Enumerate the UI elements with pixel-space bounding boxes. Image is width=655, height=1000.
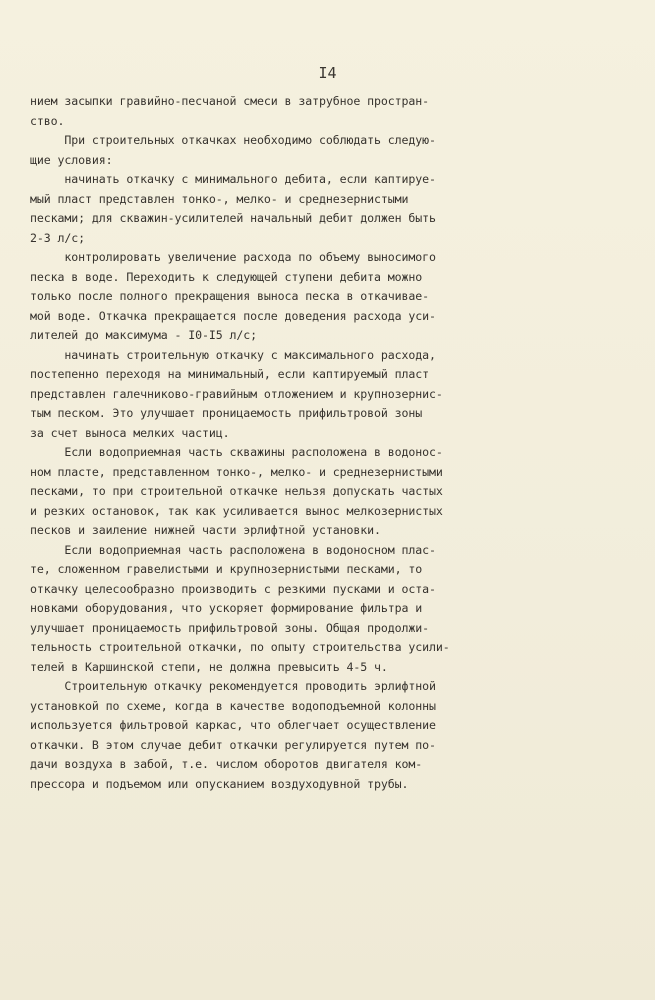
text-line: и резких остановок, так как усиливается вынос мелкозернистых <box>30 503 443 518</box>
text-line: щие условия: <box>30 152 113 167</box>
text-line: Строительную откачку рекомендуется проводить эрлифтной <box>30 679 436 693</box>
text-line: только после полного прекращения выноса песка в откачивае- <box>30 289 430 303</box>
text-line: дачи воздуха в забой, т.е. числом оборотов двигателя ком- <box>30 757 423 771</box>
text-line: используется фильтровой каркас, что облегчает осуществление <box>30 718 436 732</box>
text-line: песками, то при строительной откачке нельзя допускать частых <box>30 484 443 498</box>
text-line: те, сложенном гравелистыми и крупнозернистыми песками, то <box>30 562 423 576</box>
text-line: начинать строительную откачку с максимального расхода, <box>30 347 436 362</box>
page-number: I4 <box>318 64 337 82</box>
text-line: Если водоприемная часть скважины расположена в водонос- <box>30 445 443 459</box>
text-line: начинать откачку с минимального дебита, если каптируе- <box>30 172 436 186</box>
text-line: песками; для скважин-усилителей начальный дебит должен быть <box>30 211 436 225</box>
text-line: тельность строительной откачки, по опыту строительства усили- <box>30 640 450 654</box>
text-line: за счет выноса мелких частиц. <box>30 425 230 440</box>
text-line: Если водоприемная часть расположена в водоносном плас- <box>30 542 436 557</box>
text-line: песка в воде. Переходить к следующей ступени дебита можно <box>30 269 423 284</box>
text-line: При строительных откачках необходимо соблюдать следую- <box>30 133 436 147</box>
text-line: нием засыпки гравийно-песчаной смеси в затрубное простран- <box>30 94 430 108</box>
text-line: прессора и подъемом или опусканием воздуходувной трубы. <box>30 776 409 791</box>
text-line: откачку целесообразно производить с резкими пусками и оста- <box>30 581 436 596</box>
text-line: песков и заиление нижней части эрлифтной установки. <box>30 523 381 537</box>
text-line: постепенно переходя на минимальный, если каптируемый пласт <box>30 367 430 381</box>
text-line: контролировать увеличение расхода по объему выносимого <box>30 250 436 264</box>
text-line: телей в Каршинской степи, не должна превысить 4-5 ч. <box>30 659 388 674</box>
text-line: улучшает проницаемость прифильтровой зоны. Общая продолжи- <box>30 620 430 635</box>
text-line: ство. <box>30 113 65 128</box>
text-line: тым песком. Это улучшает проницаемость прифильтровой зоны <box>30 406 423 420</box>
body-text <box>30 92 630 794</box>
text-line: новками оборудования, что ускоряет формирование фильтра и <box>30 601 423 615</box>
text-line: откачки. В этом случае дебит откачки регулируется путем по- <box>30 737 436 752</box>
text-line: установкой по схеме, когда в качестве водоподъемной колонны <box>30 698 436 713</box>
text-line: мый пласт представлен тонко-, мелко- и среднезернистыми <box>30 191 409 206</box>
text-line: мой воде. Откачка прекращается после доведения расхода уси- <box>30 308 436 323</box>
text-line: ном пласте, представленном тонко-, мелко- и среднезернистыми <box>30 464 443 479</box>
text-line: представлен галечниково-гравийным отложением и крупнозернис- <box>30 386 443 401</box>
text-line: лителей до максимума - I0-I5 л/с; <box>30 328 258 342</box>
text-line: 2-3 л/с; <box>30 230 86 245</box>
